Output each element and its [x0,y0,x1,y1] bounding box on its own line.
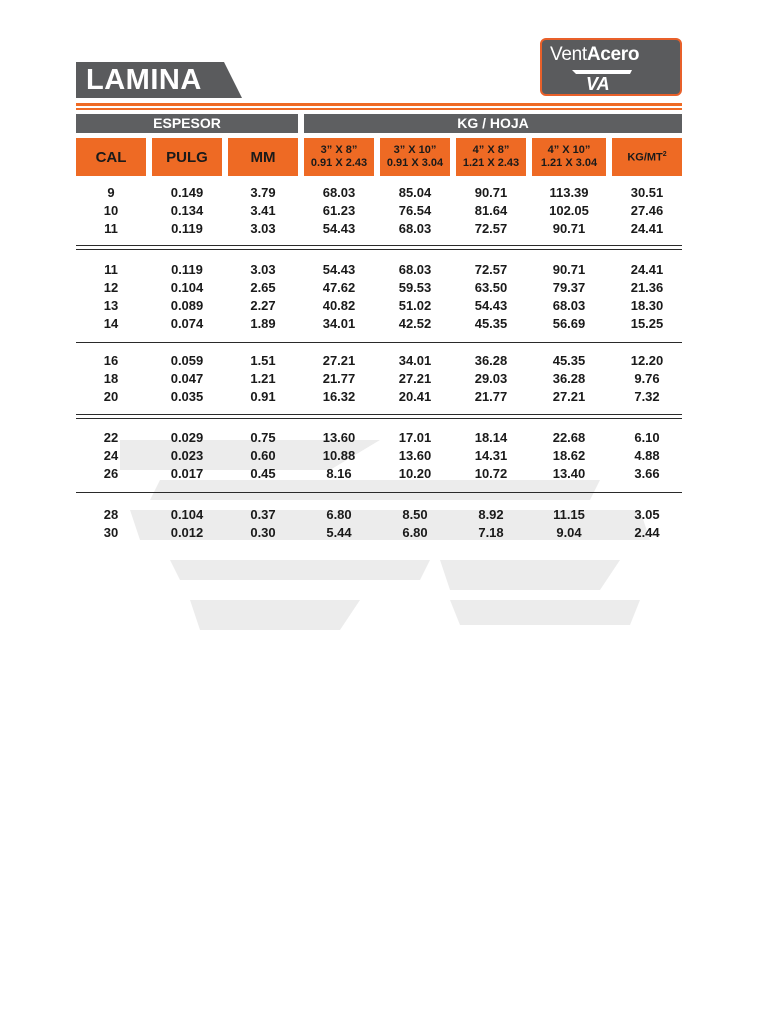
table-cell: 3.03 [250,262,276,277]
brand-logo [540,38,682,96]
table-cell: 7.32 [634,389,660,404]
table-cell: 3.79 [250,185,276,200]
table-cell: 0.134 [170,203,204,218]
table-cell: 34.01 [322,316,356,331]
table-cell: 0.059 [170,353,204,368]
table-row [0,315,768,333]
table-cell: 22 [103,430,119,445]
table-row [0,184,768,202]
table-row [0,279,768,297]
table-row [0,297,768,315]
col-header-4x10: 4” X 10” 1.21 X 3.04 [532,138,606,176]
col-header-mm: MM [228,138,298,176]
table-cell: 30.51 [630,185,664,200]
table-cell: 27.46 [630,203,664,218]
table-cell: 1.89 [250,316,276,331]
kg-hoja-header: KG / HOJA [304,114,682,133]
table-cell: 0.035 [170,389,204,404]
table-cell: 61.23 [322,203,356,218]
table-cell: 54.43 [322,221,356,236]
table-cell: 10.72 [474,466,508,481]
table-cell: 36.28 [552,371,586,386]
table-cell: 6.10 [634,430,660,445]
group-separator [76,492,682,493]
table-cell: 9 [107,185,115,200]
table-cell: 0.089 [170,298,204,313]
col-header-cal: CAL [76,138,146,176]
table-cell: 7.18 [478,525,504,540]
table-cell: 2.27 [250,298,276,313]
table-cell: 72.57 [474,262,508,277]
table-cell: 12.20 [630,353,664,368]
table-cell: 24 [103,448,119,463]
table-cell: 90.71 [474,185,508,200]
table-row [0,352,768,370]
title-rule-thin [76,108,682,110]
table-cell: 5.44 [326,525,352,540]
table-cell: 0.30 [250,525,276,540]
table-cell: 0.104 [170,280,204,295]
table-cell: 6.80 [326,507,352,522]
table-cell: 0.37 [250,507,276,522]
table-row [0,202,768,220]
col-header-3x8: 3” X 8” 0.91 X 2.43 [304,138,374,176]
table-cell: 68.03 [398,262,432,277]
table-cell: 68.03 [322,185,356,200]
table-cell: 11 [104,262,118,277]
group-separator [76,342,682,343]
col-header-3x10: 3” X 10” 0.91 X 3.04 [380,138,450,176]
table-cell: 8.16 [326,466,352,481]
table-cell: 24.41 [630,262,664,277]
table-cell: 0.023 [170,448,204,463]
table-cell: 18 [103,371,119,386]
table-cell: 3.05 [634,507,660,522]
table-cell: 16 [103,353,119,368]
table-cell: 0.104 [170,507,204,522]
table-cell: 59.53 [398,280,432,295]
table-cell: 81.64 [474,203,508,218]
table-cell: 54.43 [474,298,508,313]
table-cell: 113.39 [549,185,589,200]
table-cell: 45.35 [552,353,586,368]
table-cell: 14 [103,316,119,331]
table-cell: 26 [103,466,119,481]
table-cell: 36.28 [474,353,508,368]
espesor-header: ESPESOR [76,114,298,133]
table-row [0,447,768,465]
table-cell: 0.047 [170,371,204,386]
table-cell: 3.66 [634,466,660,481]
table-cell: 18.62 [552,448,586,463]
table-row [0,388,768,406]
table-cell: 27.21 [552,389,586,404]
table-cell: 27.21 [322,353,356,368]
table-cell: 30 [103,525,119,540]
table-cell: 0.119 [171,221,203,236]
table-cell: 27.21 [398,371,432,386]
col-header-kg-mt2: $KG/MT^2$ [612,138,682,176]
table-cell: 0.012 [170,525,204,540]
table-cell: 8.92 [478,507,504,522]
table-cell: 0.45 [250,466,276,481]
table-row [0,220,768,238]
table-cell: 24.41 [630,221,664,236]
table-cell: 10 [103,203,119,218]
table-cell: 29.03 [474,371,508,386]
table-cell: 0.149 [170,185,204,200]
table-cell: 18.30 [630,298,664,313]
table-cell: 63.50 [474,280,508,295]
table-cell: 0.017 [170,466,204,481]
svg-text:VA: VA [586,74,610,92]
table-row [0,429,768,447]
table-cell: 90.71 [552,262,586,277]
table-cell: 40.82 [322,298,356,313]
table-cell: 11 [104,221,118,236]
table-cell: 4.88 [634,448,660,463]
table-row [0,370,768,388]
col-header-pulg: PULG [152,138,222,176]
group-separator [76,418,682,419]
table-row [0,261,768,279]
table-cell: 28 [103,507,119,522]
table-cell: 54.43 [322,262,356,277]
col-header-4x8: 4” X 8” 1.21 X 2.43 [456,138,526,176]
table-cell: 9.76 [634,371,660,386]
table-cell: 1.21 [250,371,276,386]
table-cell: 9.04 [556,525,582,540]
table-cell: 34.01 [398,353,432,368]
table-cell: 2.65 [250,280,276,295]
table-cell: 45.35 [474,316,508,331]
table-cell: 10.20 [398,466,432,481]
table-row [0,524,768,542]
table-cell: 68.03 [398,221,432,236]
title-rule [76,103,682,106]
table-row [0,465,768,483]
table-cell: 20.41 [398,389,432,404]
table-cell: 1.51 [250,353,276,368]
table-cell: 17.01 [398,430,432,445]
table-cell: 47.62 [322,280,356,295]
table-cell: 14.31 [474,448,508,463]
brand-name: VentAcero [550,44,640,65]
table-cell: 0.074 [170,316,204,331]
table-cell: 0.119 [171,262,203,277]
table-cell: 13.40 [552,466,586,481]
table-cell: 0.029 [170,430,204,445]
table-cell: 11.15 [553,507,585,522]
table-cell: 102.05 [549,203,589,218]
table-cell: 18.14 [474,430,508,445]
table-cell: 13.60 [322,430,356,445]
table-cell: 21.77 [474,389,508,404]
table-cell: 0.60 [250,448,276,463]
table-cell: 12 [103,280,119,295]
table-cell: 0.91 [250,389,276,404]
table-cell: 21.36 [630,280,664,295]
table-cell: 2.44 [634,525,660,540]
table-cell: 76.54 [398,203,432,218]
table-cell: 10.88 [322,448,356,463]
group-separator [76,414,682,415]
table-cell: 6.80 [402,525,428,540]
table-cell: 68.03 [552,298,586,313]
table-cell: 85.04 [398,185,432,200]
table-cell: 21.77 [322,371,356,386]
table-cell: 3.41 [250,203,276,218]
group-separator [76,245,682,246]
table-cell: 20 [103,389,119,404]
table-cell: 16.32 [322,389,356,404]
va-logo-mark [572,68,632,92]
table-cell: 90.71 [552,221,586,236]
table-cell: 51.02 [398,298,432,313]
table-cell: 15.25 [630,316,664,331]
table-cell: 22.68 [552,430,586,445]
table-cell: 0.75 [250,430,276,445]
table-row [0,506,768,524]
group-separator [76,249,682,250]
table-cell: 79.37 [552,280,586,295]
table-cell: 8.50 [402,507,428,522]
table-cell: 42.52 [398,316,432,331]
table-cell: 56.69 [552,316,586,331]
page-title: LAMINA [86,64,202,96]
table-cell: 13.60 [398,448,432,463]
table-cell: 13 [103,298,119,313]
table-cell: 3.03 [250,221,276,236]
table-cell: 72.57 [474,221,508,236]
